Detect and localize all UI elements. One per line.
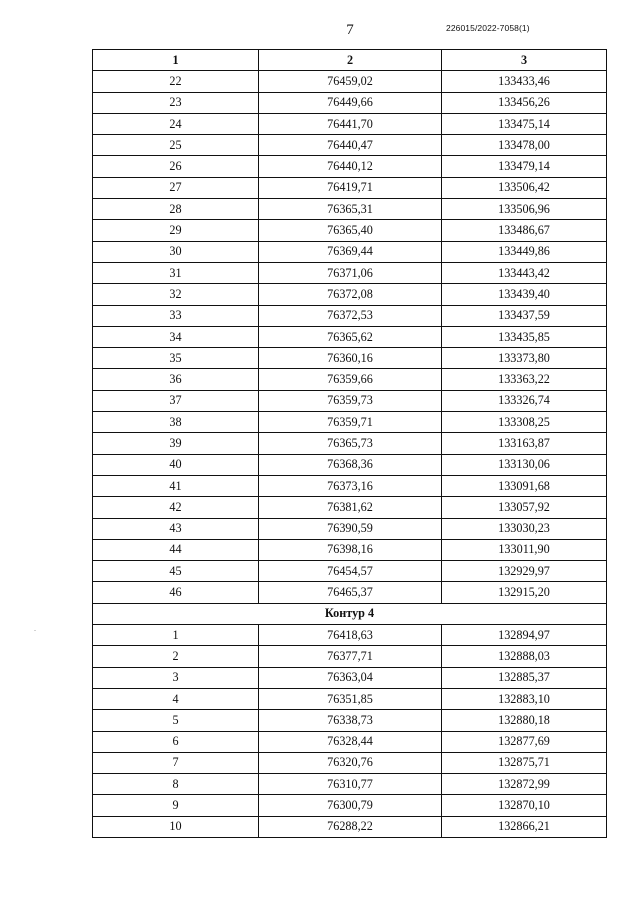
y-coordinate-cell: 133030,23 — [442, 518, 607, 539]
x-coordinate-cell: 76328,44 — [259, 731, 442, 752]
x-coordinate-cell: 76371,06 — [259, 262, 442, 283]
margin-mark: - — [34, 628, 36, 634]
x-coordinate-cell: 76390,59 — [259, 518, 442, 539]
x-coordinate-cell: 76365,62 — [259, 326, 442, 347]
table-row — [93, 518, 607, 539]
x-coordinate-cell: 76368,36 — [259, 454, 442, 475]
x-coordinate-cell: 76418,63 — [259, 625, 442, 646]
x-coordinate-cell: 76440,47 — [259, 135, 442, 156]
point-number-cell: 36 — [93, 369, 259, 390]
section-row — [93, 603, 607, 624]
table-body — [93, 71, 607, 838]
y-coordinate-cell: 133506,96 — [442, 199, 607, 220]
point-number-cell: 38 — [93, 412, 259, 433]
y-coordinate-cell: 132870,10 — [442, 795, 607, 816]
y-coordinate-cell: 133130,06 — [442, 454, 607, 475]
x-coordinate-cell: 76363,04 — [259, 667, 442, 688]
table-row — [93, 412, 607, 433]
point-number-cell: 37 — [93, 390, 259, 411]
point-number-cell: 39 — [93, 433, 259, 454]
table-row — [93, 199, 607, 220]
x-coordinate-cell: 76419,71 — [259, 177, 442, 198]
y-coordinate-cell: 132915,20 — [442, 582, 607, 603]
point-number-cell: 46 — [93, 582, 259, 603]
x-coordinate-cell: 76300,79 — [259, 795, 442, 816]
point-number-cell: 27 — [93, 177, 259, 198]
x-coordinate-cell: 76351,85 — [259, 688, 442, 709]
table-row — [93, 454, 607, 475]
page-number: 7 — [346, 22, 354, 38]
point-number-cell: 3 — [93, 667, 259, 688]
point-number-cell: 41 — [93, 475, 259, 496]
point-number-cell: 4 — [93, 688, 259, 709]
point-number-cell: 22 — [93, 71, 259, 92]
point-number-cell: 32 — [93, 284, 259, 305]
point-number-cell: 7 — [93, 752, 259, 773]
point-number-cell: 10 — [93, 816, 259, 837]
table-row — [93, 667, 607, 688]
y-coordinate-cell: 133479,14 — [442, 156, 607, 177]
point-number-cell: 26 — [93, 156, 259, 177]
x-coordinate-cell: 76365,40 — [259, 220, 442, 241]
table-row — [93, 774, 607, 795]
x-coordinate-cell: 76449,66 — [259, 92, 442, 113]
table-row — [93, 795, 607, 816]
y-coordinate-cell: 133439,40 — [442, 284, 607, 305]
point-number-cell: 25 — [93, 135, 259, 156]
point-number-cell: 42 — [93, 497, 259, 518]
table-row — [93, 816, 607, 837]
coordinates-table — [92, 49, 607, 838]
point-number-cell: 8 — [93, 774, 259, 795]
x-coordinate-cell: 76372,53 — [259, 305, 442, 326]
table-row — [93, 220, 607, 241]
y-coordinate-cell: 132894,97 — [442, 625, 607, 646]
y-coordinate-cell: 133433,46 — [442, 71, 607, 92]
table-row — [93, 369, 607, 390]
x-coordinate-cell: 76338,73 — [259, 710, 442, 731]
x-coordinate-cell: 76465,37 — [259, 582, 442, 603]
x-coordinate-cell: 76369,44 — [259, 241, 442, 262]
y-coordinate-cell: 133435,85 — [442, 326, 607, 347]
table-header-row — [93, 50, 607, 71]
y-coordinate-cell: 133373,80 — [442, 348, 607, 369]
table-row — [93, 539, 607, 560]
y-coordinate-cell: 133437,59 — [442, 305, 607, 326]
point-number-cell: 40 — [93, 454, 259, 475]
table-row — [93, 710, 607, 731]
header-point-number: 1 — [93, 50, 259, 71]
x-coordinate-cell: 76359,73 — [259, 390, 442, 411]
x-coordinate-cell: 76398,16 — [259, 539, 442, 560]
point-number-cell: 45 — [93, 561, 259, 582]
y-coordinate-cell: 133478,00 — [442, 135, 607, 156]
table-row — [93, 92, 607, 113]
y-coordinate-cell: 133456,26 — [442, 92, 607, 113]
y-coordinate-cell: 133163,87 — [442, 433, 607, 454]
y-coordinate-cell: 132875,71 — [442, 752, 607, 773]
y-coordinate-cell: 133011,90 — [442, 539, 607, 560]
point-number-cell: 2 — [93, 646, 259, 667]
table-row — [93, 284, 607, 305]
table-row — [93, 241, 607, 262]
x-coordinate-cell: 76459,02 — [259, 71, 442, 92]
y-coordinate-cell: 133308,25 — [442, 412, 607, 433]
point-number-cell: 24 — [93, 113, 259, 134]
table-row — [93, 348, 607, 369]
y-coordinate-cell: 132929,97 — [442, 561, 607, 582]
table-row — [93, 390, 607, 411]
table-row — [93, 497, 607, 518]
y-coordinate-cell: 133057,92 — [442, 497, 607, 518]
x-coordinate-cell: 76440,12 — [259, 156, 442, 177]
y-coordinate-cell: 132883,10 — [442, 688, 607, 709]
point-number-cell: 30 — [93, 241, 259, 262]
x-coordinate-cell: 76359,66 — [259, 369, 442, 390]
y-coordinate-cell: 132872,99 — [442, 774, 607, 795]
y-coordinate-cell: 132885,37 — [442, 667, 607, 688]
y-coordinate-cell: 133091,68 — [442, 475, 607, 496]
point-number-cell: 34 — [93, 326, 259, 347]
point-number-cell: 35 — [93, 348, 259, 369]
table-row — [93, 731, 607, 752]
table-row — [93, 177, 607, 198]
point-number-cell: 44 — [93, 539, 259, 560]
table-row — [93, 561, 607, 582]
point-number-cell: 33 — [93, 305, 259, 326]
header-y-coordinate: 3 — [442, 50, 607, 71]
point-number-cell: 43 — [93, 518, 259, 539]
document-id: 226015/2022-7058(1) — [446, 23, 530, 33]
x-coordinate-cell: 76373,16 — [259, 475, 442, 496]
table-row — [93, 582, 607, 603]
point-number-cell: 9 — [93, 795, 259, 816]
section-title: Контур 4 — [93, 603, 607, 624]
y-coordinate-cell: 133506,42 — [442, 177, 607, 198]
header-x-coordinate: 2 — [259, 50, 442, 71]
table-row — [93, 262, 607, 283]
x-coordinate-cell: 76310,77 — [259, 774, 442, 795]
y-coordinate-cell: 132888,03 — [442, 646, 607, 667]
y-coordinate-cell: 133326,74 — [442, 390, 607, 411]
table-row — [93, 326, 607, 347]
x-coordinate-cell: 76365,73 — [259, 433, 442, 454]
point-number-cell: 1 — [93, 625, 259, 646]
y-coordinate-cell: 132880,18 — [442, 710, 607, 731]
y-coordinate-cell: 133475,14 — [442, 113, 607, 134]
x-coordinate-cell: 76377,71 — [259, 646, 442, 667]
x-coordinate-cell: 76381,62 — [259, 497, 442, 518]
y-coordinate-cell: 132877,69 — [442, 731, 607, 752]
point-number-cell: 28 — [93, 199, 259, 220]
x-coordinate-cell: 76372,08 — [259, 284, 442, 305]
y-coordinate-cell: 132866,21 — [442, 816, 607, 837]
x-coordinate-cell: 76365,31 — [259, 199, 442, 220]
y-coordinate-cell: 133363,22 — [442, 369, 607, 390]
x-coordinate-cell: 76454,57 — [259, 561, 442, 582]
y-coordinate-cell: 133486,67 — [442, 220, 607, 241]
table-row — [93, 688, 607, 709]
table-row — [93, 135, 607, 156]
x-coordinate-cell: 76359,71 — [259, 412, 442, 433]
x-coordinate-cell: 76360,16 — [259, 348, 442, 369]
x-coordinate-cell: 76441,70 — [259, 113, 442, 134]
table-row — [93, 156, 607, 177]
point-number-cell: 31 — [93, 262, 259, 283]
table-row — [93, 433, 607, 454]
point-number-cell: 5 — [93, 710, 259, 731]
point-number-cell: 29 — [93, 220, 259, 241]
table-row — [93, 71, 607, 92]
table-row — [93, 475, 607, 496]
y-coordinate-cell: 133449,86 — [442, 241, 607, 262]
table-row — [93, 113, 607, 134]
point-number-cell: 6 — [93, 731, 259, 752]
table-row — [93, 752, 607, 773]
x-coordinate-cell: 76320,76 — [259, 752, 442, 773]
y-coordinate-cell: 133443,42 — [442, 262, 607, 283]
table-row — [93, 625, 607, 646]
x-coordinate-cell: 76288,22 — [259, 816, 442, 837]
point-number-cell: 23 — [93, 92, 259, 113]
table-row — [93, 646, 607, 667]
table-row — [93, 305, 607, 326]
